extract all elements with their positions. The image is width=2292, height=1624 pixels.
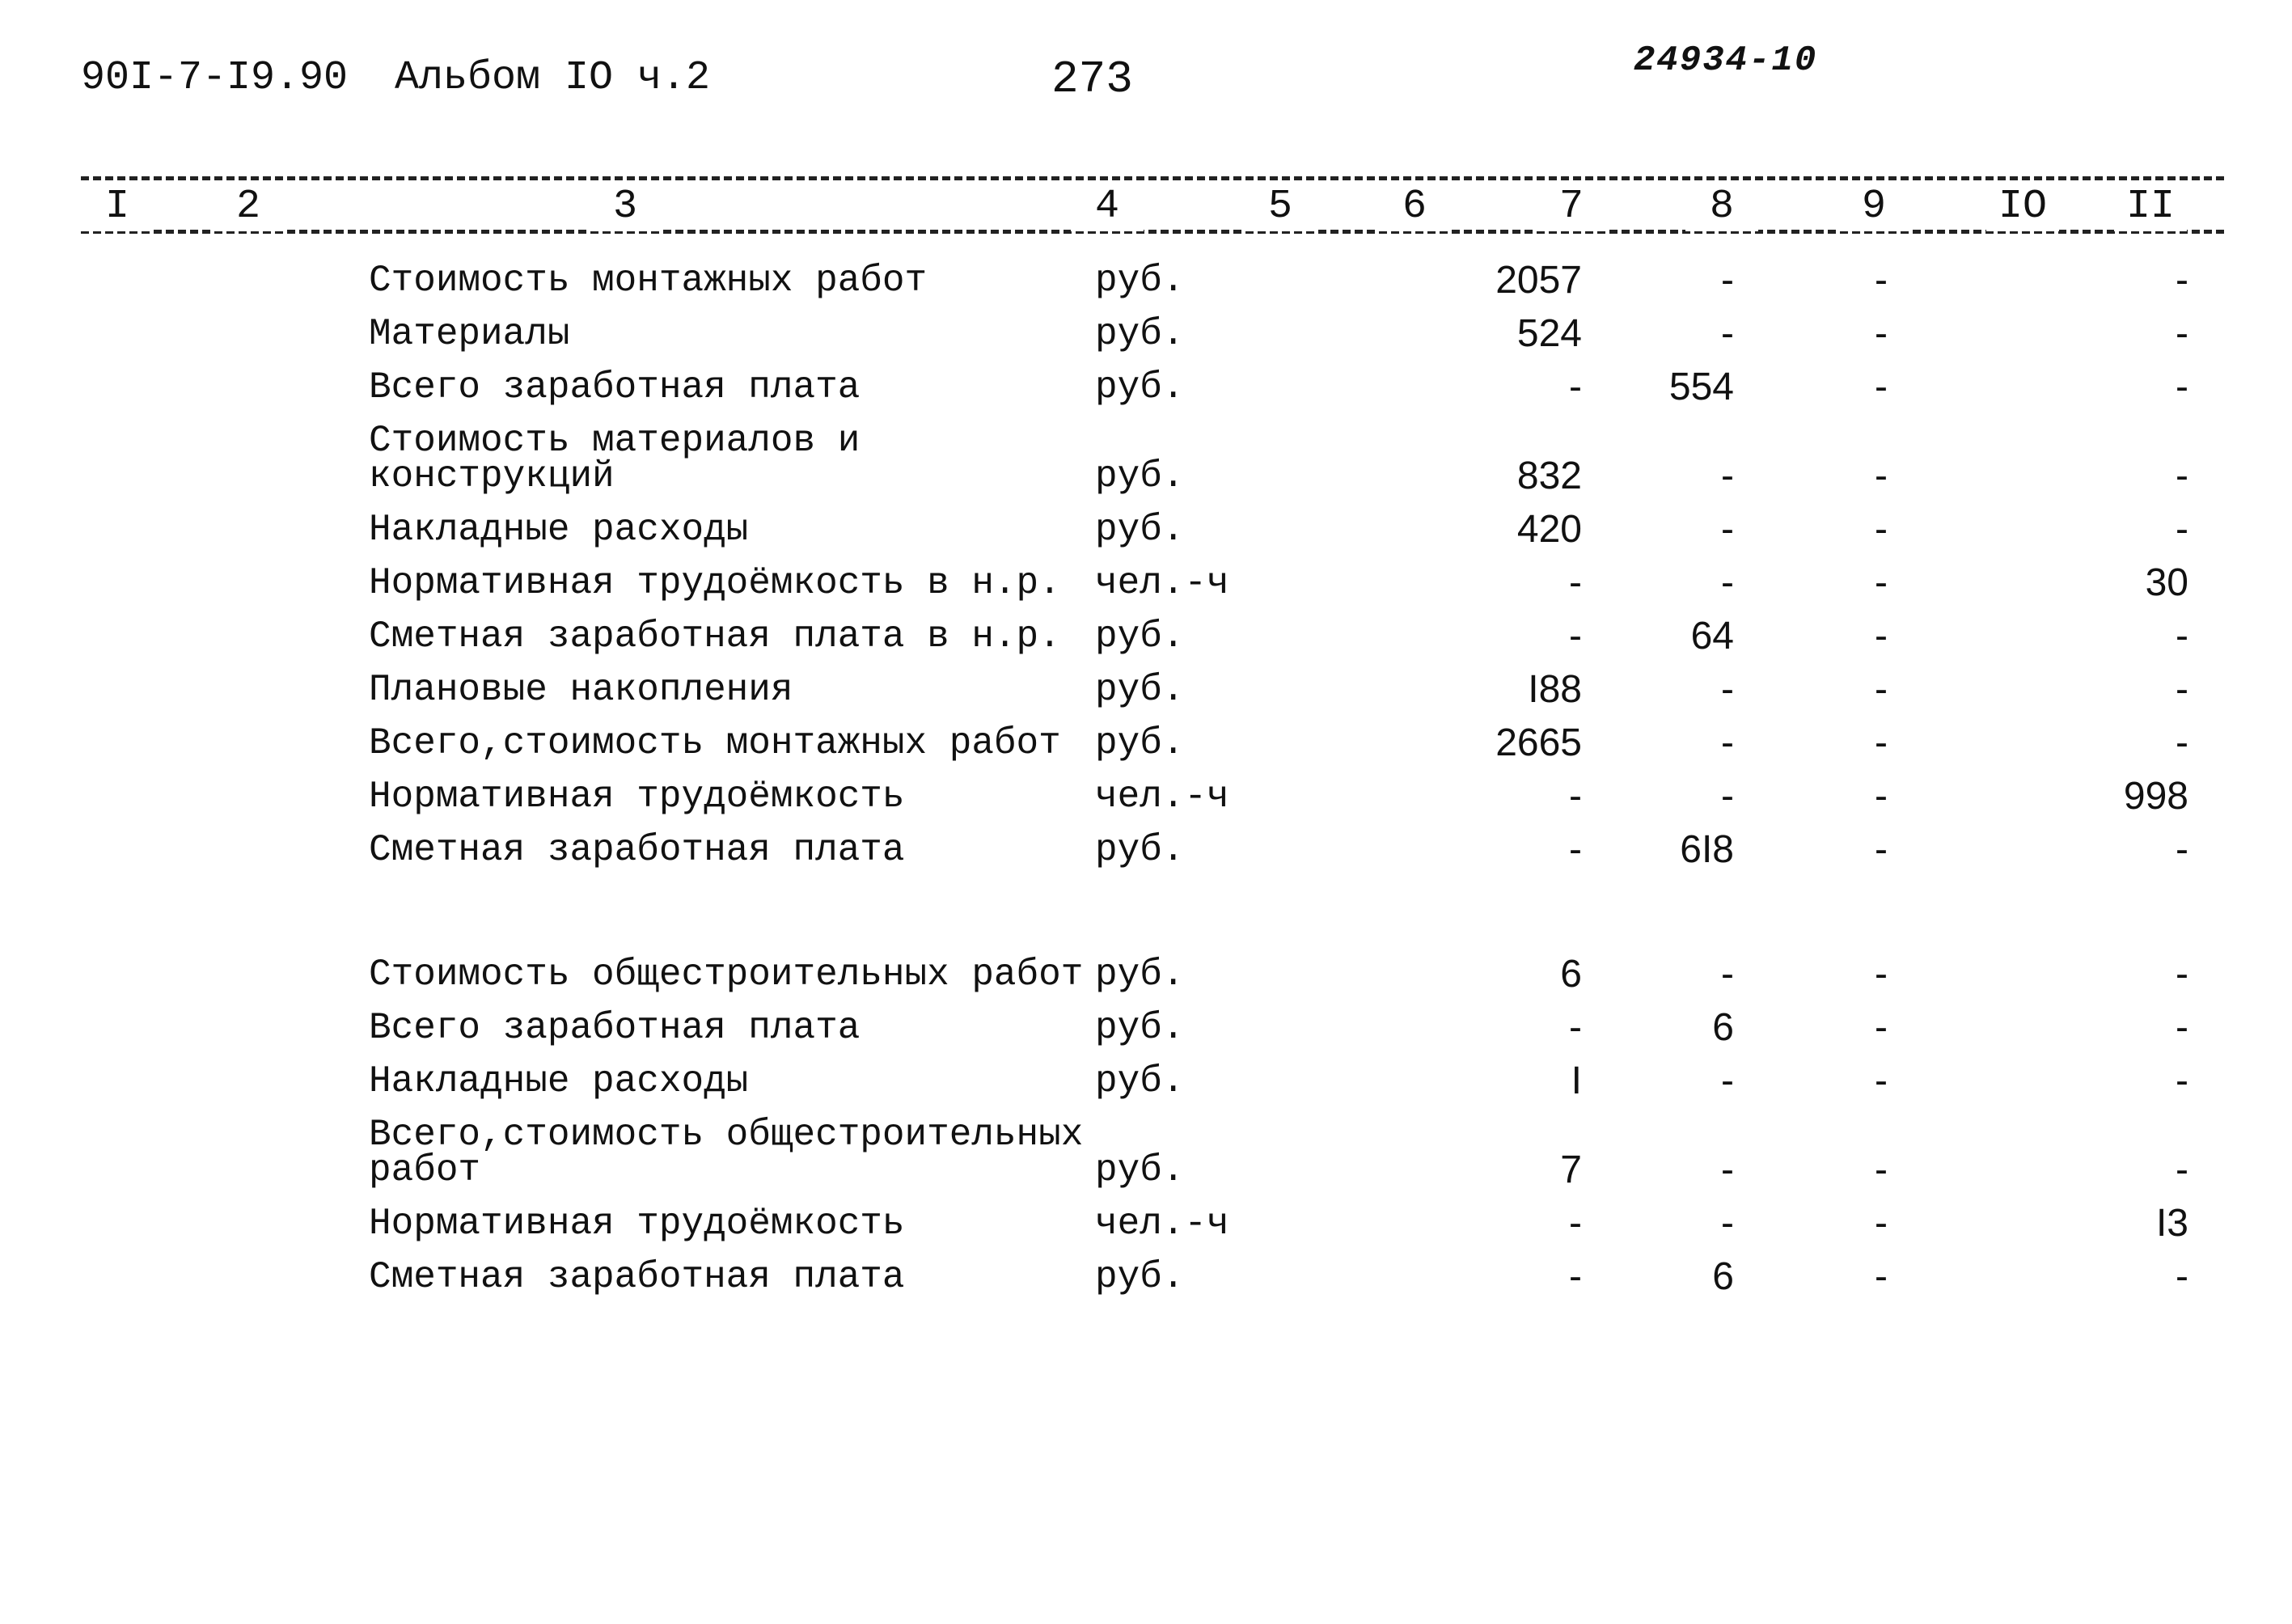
row-col8: 6 <box>1712 1006 1734 1049</box>
row-col8: 6I8 <box>1680 828 1734 871</box>
row-name: Сметная заработная плата <box>369 1256 905 1298</box>
row-col8: 64 <box>1690 615 1734 658</box>
row-col7: 524 <box>1516 312 1582 355</box>
row-name: Накладные расходы <box>369 1060 749 1102</box>
row-col11: - <box>2176 828 2188 871</box>
row-col7: I <box>1571 1059 1582 1102</box>
row-unit: руб. <box>1095 455 1185 497</box>
column-number-2: 2 <box>212 183 285 231</box>
row-unit: чел.-ч <box>1095 562 1229 604</box>
row-unit: руб. <box>1095 1149 1185 1191</box>
row-col8: - <box>1721 721 1734 764</box>
row-unit: руб. <box>1095 722 1185 764</box>
row-col11: - <box>2176 259 2188 302</box>
row-col11: - <box>2176 455 2188 497</box>
row-name: Стоимость общестроительных работ <box>369 954 1084 996</box>
column-number-5: 5 <box>1244 183 1317 231</box>
row-name: Материалы <box>369 313 570 355</box>
row-name: Нормативная трудоёмкость <box>369 1203 905 1245</box>
row-col8: - <box>1721 312 1734 355</box>
column-number-11: II <box>2114 183 2187 231</box>
row-col9: - <box>1875 615 1888 658</box>
row-col11: - <box>2176 312 2188 355</box>
column-number-7: 7 <box>1535 183 1608 231</box>
row-name: Накладные расходы <box>369 509 749 551</box>
row-name-continuation: конструкций <box>369 455 615 497</box>
row-unit: руб. <box>1095 509 1185 551</box>
row-name: Стоимость материалов и <box>369 420 861 462</box>
row-name: Плановые накопления <box>369 669 793 711</box>
row-col9: - <box>1875 1006 1888 1049</box>
row-col7: I88 <box>1528 668 1582 711</box>
row-col7: - <box>1569 561 1582 604</box>
row-unit: чел.-ч <box>1095 776 1229 818</box>
row-name: Всего заработная плата <box>369 366 861 408</box>
row-name: Нормативная трудоёмкость в н.р. <box>369 562 1061 604</box>
row-col9: - <box>1875 366 1888 408</box>
row-col11: - <box>2176 366 2188 408</box>
row-col8: - <box>1721 1059 1734 1102</box>
row-col11: - <box>2176 1148 2188 1191</box>
row-name: Всего,стоимость монтажных работ <box>369 722 1061 764</box>
row-col11: - <box>2176 615 2188 658</box>
row-col11: 30 <box>2145 561 2188 604</box>
row-unit: руб. <box>1095 1256 1185 1298</box>
row-col11: - <box>2176 953 2188 996</box>
row-unit: руб. <box>1095 669 1185 711</box>
row-col7: 420 <box>1516 508 1582 551</box>
row-col9: - <box>1875 721 1888 764</box>
column-number-10: IO <box>1986 183 2059 231</box>
row-col11: 998 <box>2123 775 2188 818</box>
row-col9: - <box>1875 828 1888 871</box>
row-unit: руб. <box>1095 366 1185 408</box>
row-col9: - <box>1875 455 1888 497</box>
row-col8: - <box>1721 668 1734 711</box>
row-col7: 6 <box>1560 953 1582 996</box>
column-number-3: 3 <box>589 183 662 231</box>
row-col8: - <box>1721 259 1734 302</box>
row-name: Сметная заработная плата в н.р. <box>369 615 1061 658</box>
row-unit: руб. <box>1095 260 1185 302</box>
row-col9: - <box>1875 1148 1888 1191</box>
row-unit: руб. <box>1095 313 1185 355</box>
row-col9: - <box>1875 1255 1888 1298</box>
row-col7: - <box>1569 828 1582 871</box>
row-col9: - <box>1875 508 1888 551</box>
row-col8: - <box>1721 561 1734 604</box>
row-unit: руб. <box>1095 1007 1185 1049</box>
row-col8: - <box>1721 455 1734 497</box>
column-number-9: 9 <box>1837 183 1910 231</box>
row-col8: - <box>1721 775 1734 818</box>
row-unit: руб. <box>1095 615 1185 658</box>
row-col9: - <box>1875 775 1888 818</box>
row-col7: - <box>1569 775 1582 818</box>
row-col9: - <box>1875 1202 1888 1245</box>
row-name-continuation: работ <box>369 1149 481 1191</box>
row-col11: - <box>2176 508 2188 551</box>
row-col9: - <box>1875 259 1888 302</box>
row-col7: 2057 <box>1495 259 1582 302</box>
row-col9: - <box>1875 668 1888 711</box>
row-name: Всего,стоимость общестроительных <box>369 1114 1084 1156</box>
row-col11: - <box>2176 1255 2188 1298</box>
row-name: Стоимость монтажных работ <box>369 260 928 302</box>
row-col9: - <box>1875 953 1888 996</box>
row-col7: - <box>1569 615 1582 658</box>
row-col7: - <box>1569 1255 1582 1298</box>
row-col9: - <box>1875 561 1888 604</box>
row-col8: 6 <box>1712 1255 1734 1298</box>
row-col7: - <box>1569 366 1582 408</box>
column-number-1: I <box>81 183 154 231</box>
row-col8: - <box>1721 1148 1734 1191</box>
row-col8: - <box>1721 953 1734 996</box>
row-col7: - <box>1569 1006 1582 1049</box>
page-number: 273 <box>1051 53 1133 105</box>
album-label: Альбом IO ч.2 <box>395 55 711 101</box>
row-name: Всего заработная плата <box>369 1007 861 1049</box>
row-unit: руб. <box>1095 954 1185 996</box>
row-col9: - <box>1875 1059 1888 1102</box>
row-unit: чел.-ч <box>1095 1203 1229 1245</box>
row-col11: - <box>2176 1059 2188 1102</box>
row-col8: - <box>1721 1202 1734 1245</box>
row-col8: 554 <box>1668 366 1734 408</box>
row-col11: - <box>2176 1006 2188 1049</box>
row-unit: руб. <box>1095 1060 1185 1102</box>
row-col11: - <box>2176 668 2188 711</box>
document-code: 90I-7-I9.90 <box>81 55 349 101</box>
row-col11: - <box>2176 721 2188 764</box>
row-name: Нормативная трудоёмкость <box>369 776 905 818</box>
handwritten-stamp-number: 24934-10 <box>1634 40 1818 81</box>
row-col7: 832 <box>1516 455 1582 497</box>
row-col11: I3 <box>2155 1202 2188 1245</box>
row-name: Сметная заработная плата <box>369 829 905 871</box>
row-col9: - <box>1875 312 1888 355</box>
row-col8: - <box>1721 508 1734 551</box>
row-col7: - <box>1569 1202 1582 1245</box>
column-number-8: 8 <box>1685 183 1758 231</box>
column-number-4: 4 <box>1071 183 1144 231</box>
row-col7: 7 <box>1560 1148 1582 1191</box>
row-col7: 2665 <box>1495 721 1582 764</box>
column-number-6: 6 <box>1378 183 1451 231</box>
row-unit: руб. <box>1095 829 1185 871</box>
